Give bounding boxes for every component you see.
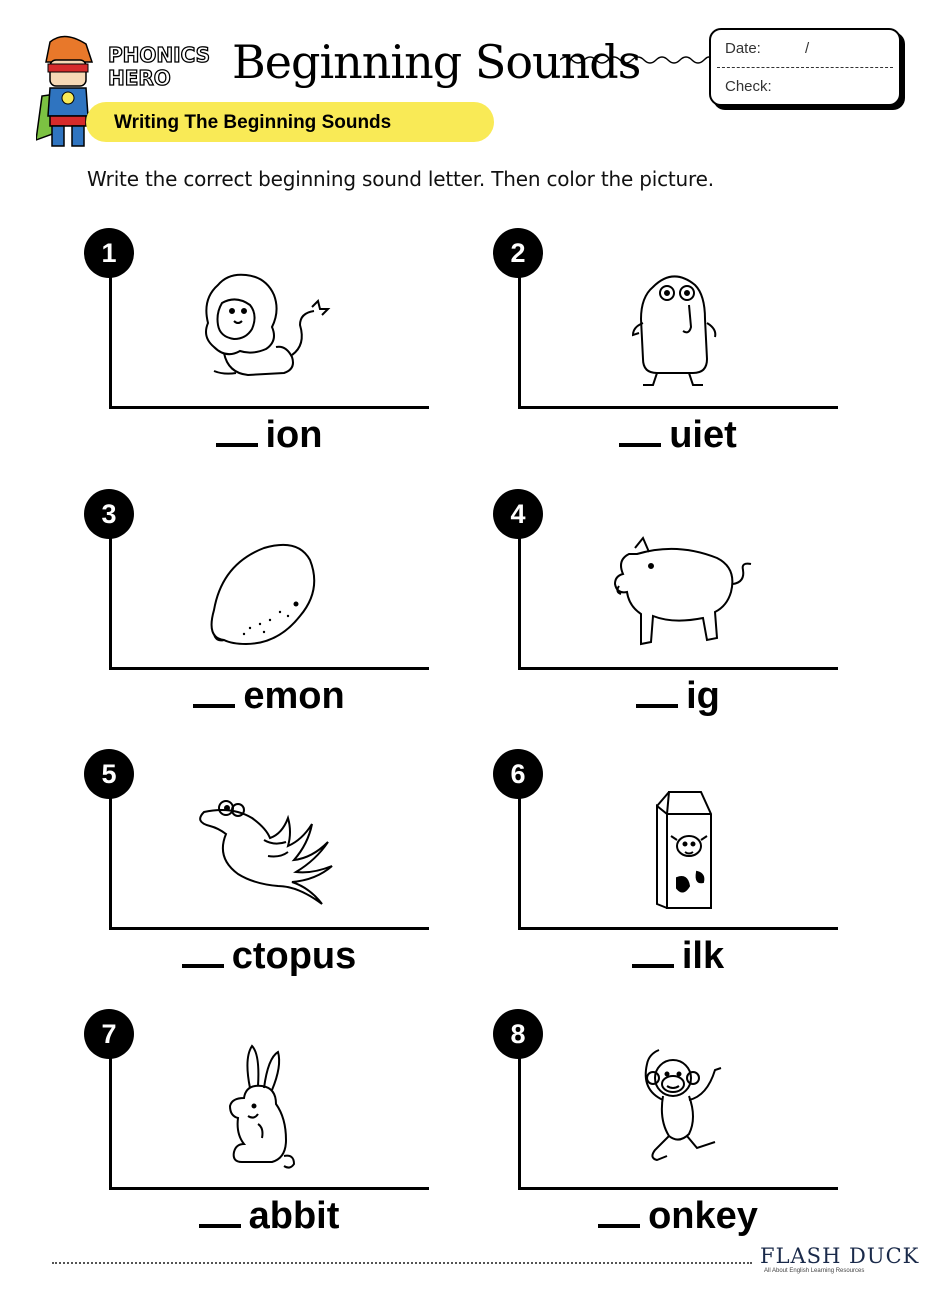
word-ending: emon [243,675,345,717]
phonics-hero-logo [108,42,226,90]
monkey-icon [593,1044,753,1174]
answer-blank[interactable] [199,1196,241,1228]
exercise-item-6 [493,734,853,984]
word-ending: ilk [681,935,725,977]
word-ending: ig [686,675,720,717]
answer-blank[interactable] [619,415,661,447]
brand-line1: PHONICS [108,43,211,67]
subtitle-band [86,102,494,142]
answer-blank[interactable] [182,936,224,968]
item-word [109,674,429,718]
answer-blank[interactable] [216,415,258,447]
item-number: 1 [84,228,134,278]
word-ending: ion [265,414,323,456]
frame-horizontal-line [518,927,838,930]
frame-horizontal-line [518,406,838,409]
answer-blank[interactable] [193,676,235,708]
item-word [518,934,838,978]
frame-horizontal-line [109,1187,429,1190]
item-number: 4 [493,489,543,539]
exercise-item-3 [84,474,444,724]
date-label: Date: [725,40,761,57]
word-ending: uiet [669,414,737,456]
octopus-icon [184,784,344,914]
item-number: 7 [84,1009,134,1059]
pig-icon [593,524,753,654]
exercise-item-5 [84,734,444,984]
instructions: Write the correct beginning sound letter. Then color the picture. [87,167,714,191]
frame-horizontal-line [518,1187,838,1190]
exercise-item-8 [493,994,853,1244]
item-number: 8 [493,1009,543,1059]
flash-duck-logo [760,1244,920,1278]
item-number: 5 [84,749,134,799]
word-ending: abbit [248,1195,340,1237]
frame-horizontal-line [518,667,838,670]
brand-line2: HERO [108,66,171,90]
subtitle: Writing The Beginning Sounds [114,112,392,133]
item-number: 2 [493,228,543,278]
check-label: Check: [725,78,772,95]
rabbit-icon [184,1044,344,1174]
answer-blank[interactable] [632,936,674,968]
quiet-creature-icon [593,263,753,393]
word-ending: ctopus [231,935,357,977]
mascot-icon [36,32,96,150]
wavy-divider [560,50,710,70]
logo-text: FLASH DUCK [760,1244,920,1268]
milk-carton-icon [593,784,753,914]
frame-horizontal-line [109,667,429,670]
item-word [518,674,838,718]
exercise-item-1 [84,213,444,463]
answer-blank[interactable] [598,1196,640,1228]
frame-horizontal-line [109,406,429,409]
exercise-item-2 [493,213,853,463]
date-separator: / [805,40,810,57]
lemon-icon [184,524,344,654]
date-box-divider [717,67,893,68]
lion-icon [184,263,344,393]
word-ending: onkey [648,1195,758,1237]
footer-divider [52,1262,752,1264]
date-check-box [709,28,901,106]
item-number: 3 [84,489,134,539]
item-word [518,1194,838,1238]
answer-blank[interactable] [636,676,678,708]
item-word [109,1194,429,1238]
exercise-item-4 [493,474,853,724]
page-title: Beginning Sounds [232,35,641,89]
logo-subtitle: All About English Learning Resources [764,1268,865,1274]
item-number: 6 [493,749,543,799]
frame-horizontal-line [109,927,429,930]
item-word [518,413,838,457]
item-word [109,934,429,978]
item-word [109,413,429,457]
exercise-item-7 [84,994,444,1244]
